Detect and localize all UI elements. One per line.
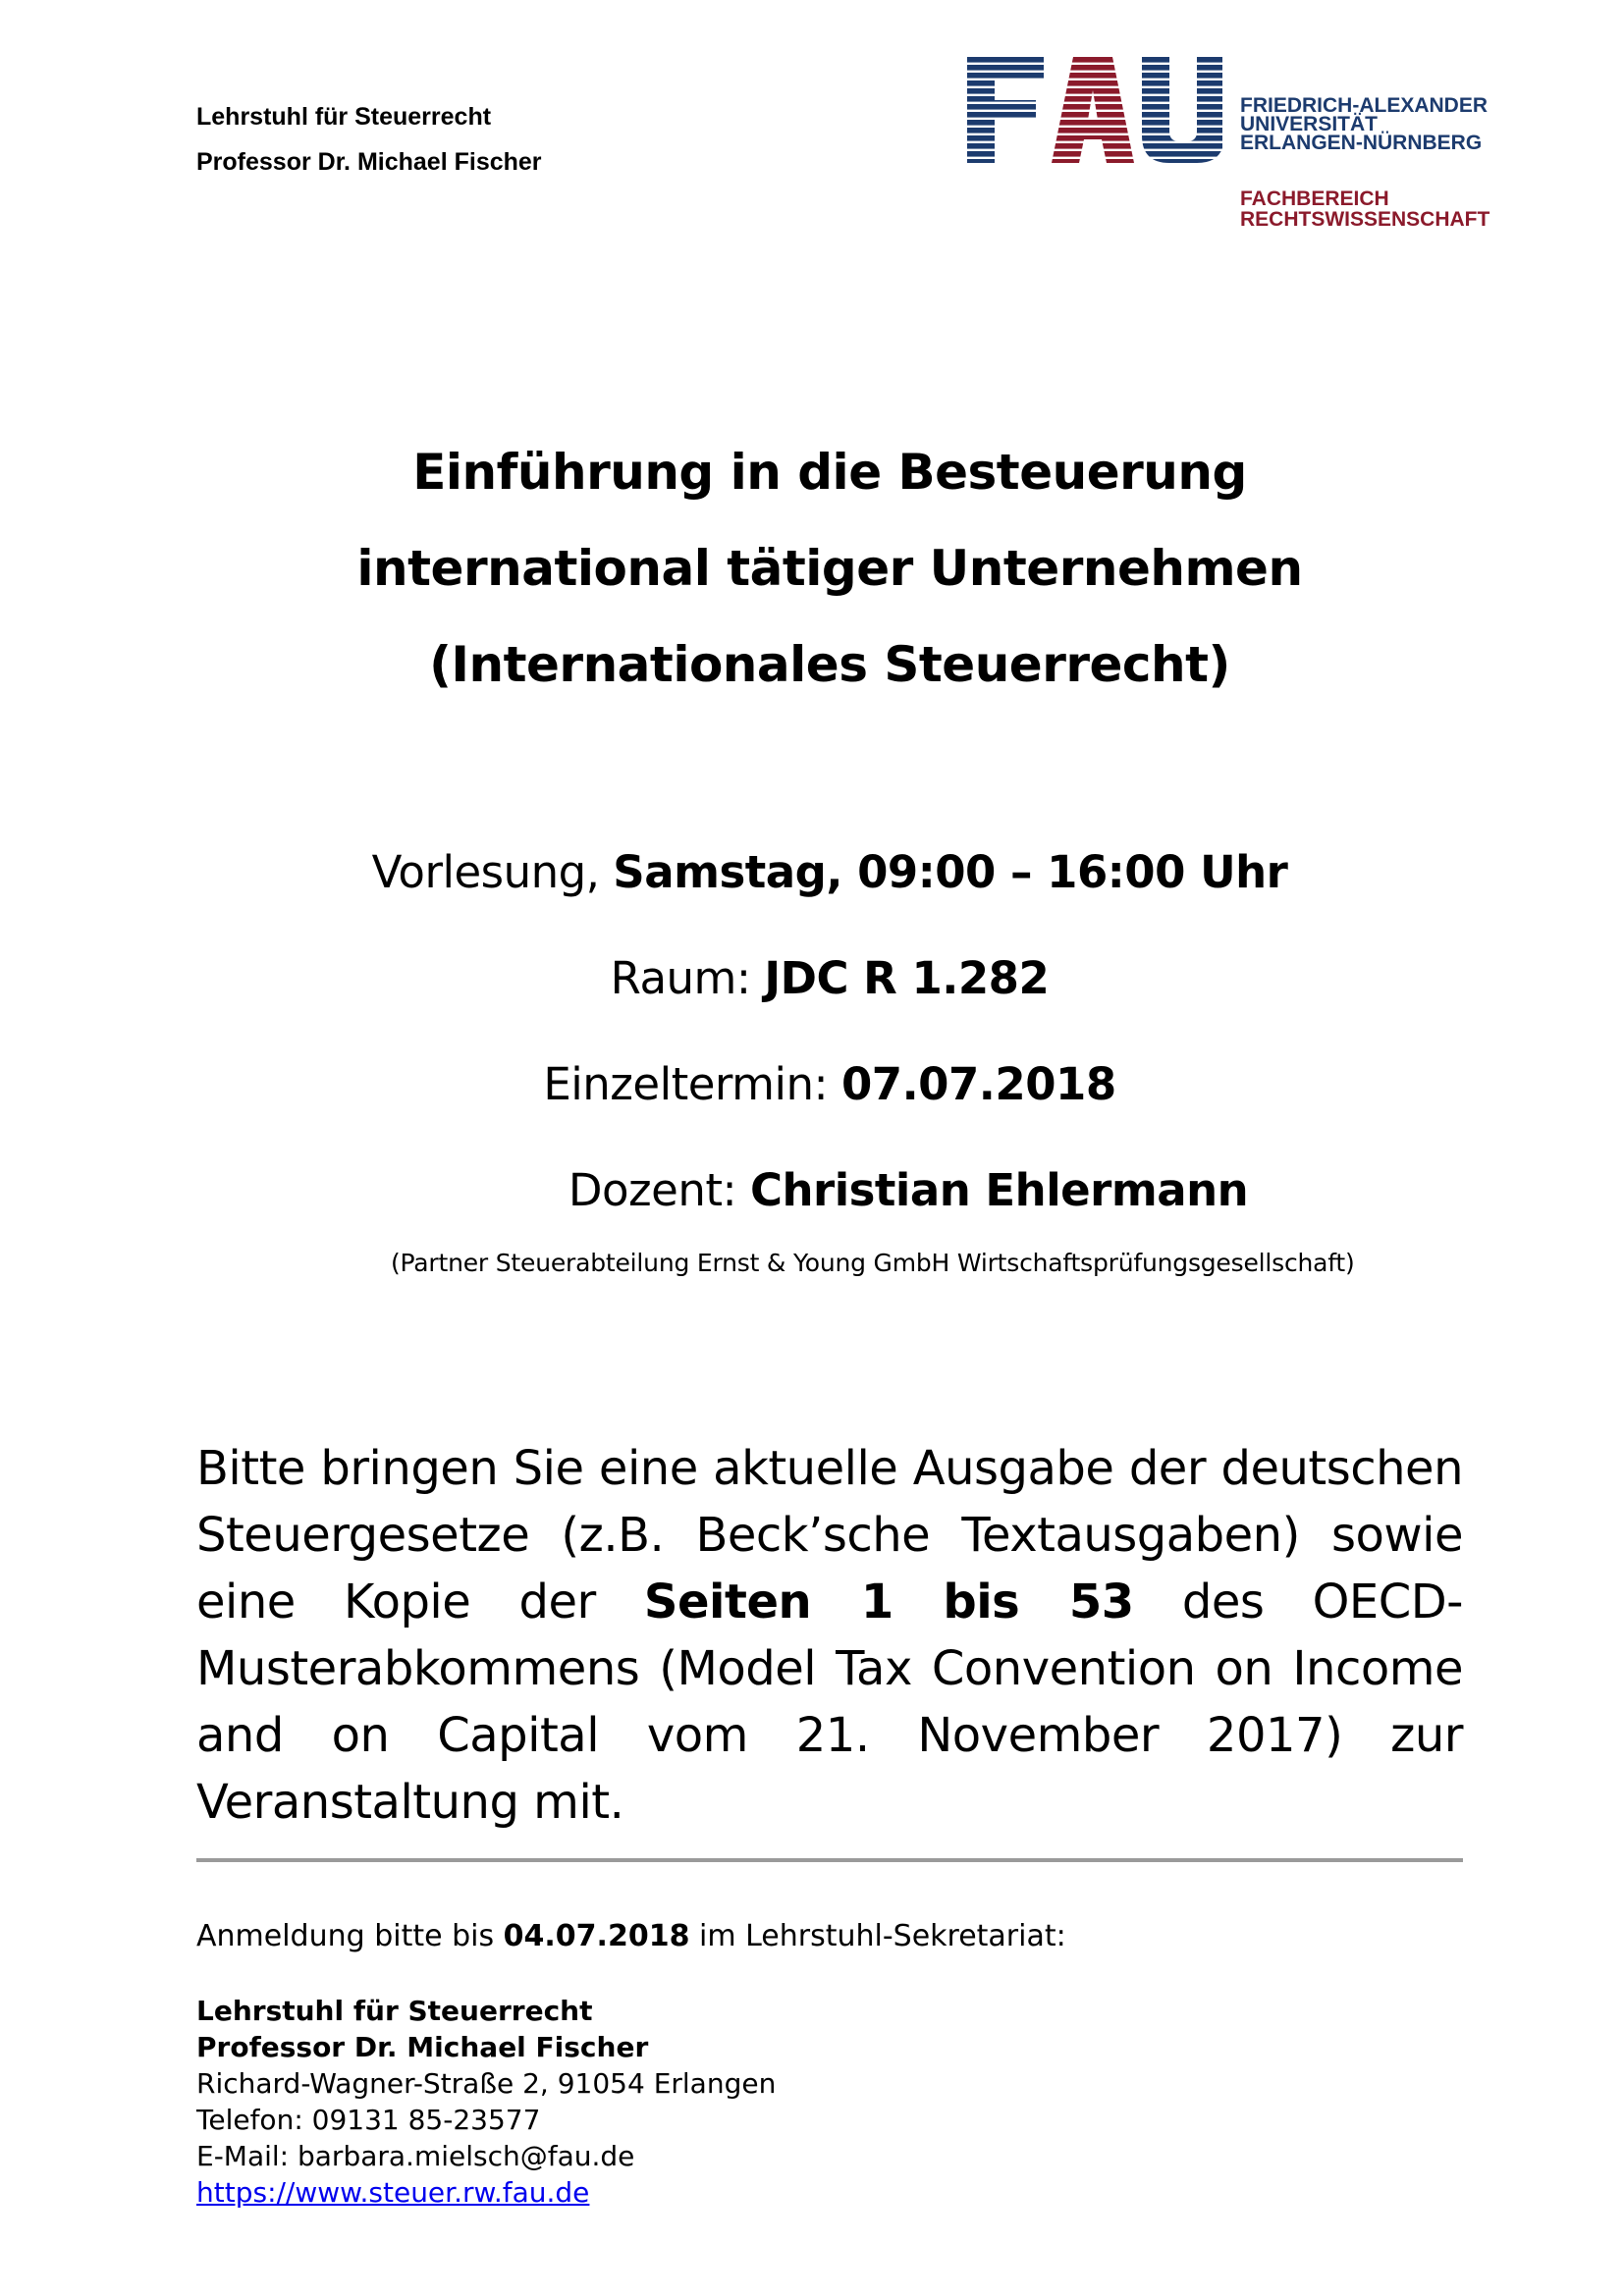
contact-email: E-Mail: barbara.mielsch@fau.de <box>196 2140 635 2172</box>
event-date-line <box>0 1058 1624 1110</box>
lecturer-note: (Partner Steuerabteilung Ernst & Young GmbH Wirtschaftsprüfungsgesellschaft) <box>391 1249 1355 1277</box>
event-lecturer: Christian Ehlermann <box>749 1164 1249 1216</box>
notice-pages: Seiten 1 bis 53 <box>643 1575 1134 1629</box>
university-name <box>1240 96 1488 152</box>
notice-paragraph <box>196 1435 1463 1836</box>
registration-suffix: im Lehrstuhl-Sekretariat: <box>689 1919 1066 1953</box>
fau-logo <box>967 57 1556 243</box>
faculty-line-1: FACHBEREICH <box>1240 187 1389 210</box>
registration-line <box>196 1919 1066 1953</box>
registration-prefix: Anmeldung bitte bis <box>196 1919 504 1953</box>
contact-website-link[interactable]: https://www.steuer.rw.fau.de <box>196 2176 590 2209</box>
university-line-2: UNIVERSITÄT <box>1240 113 1379 135</box>
event-type-label: Vorlesung, <box>371 846 614 898</box>
notice-part-1: Bitte bringen Sie eine aktuelle Ausgabe der deutschen Steuergesetze (z.B. Beck’sche Textausgaben) sowie eine Kopie der <box>196 1441 1463 1629</box>
contact-address: Richard-Wagner-Straße 2, 91054 Erlangen <box>196 2067 777 2100</box>
divider <box>196 1858 1463 1862</box>
university-line-3: ERLANGEN-NÜRNBERG <box>1240 132 1483 154</box>
title-line-3: (Internationales Steuerrecht) <box>429 636 1230 693</box>
event-date-label: Einzeltermin: <box>543 1058 841 1110</box>
event-lecturer-label: Dozent: <box>568 1164 750 1216</box>
faculty-line-2: RECHTSWISSENSCHAFT <box>1240 208 1490 231</box>
event-room-line <box>0 952 1624 1004</box>
event-time: Samstag, 09:00 – 16:00 Uhr <box>613 846 1288 898</box>
contact-chair: Lehrstuhl für Steuerrecht <box>196 1995 593 2027</box>
faculty-name <box>1240 188 1489 230</box>
contact-block <box>196 1993 776 2211</box>
event-lecturer-line <box>79 1164 1624 1216</box>
university-line-1: FRIEDRICH-ALEXANDER <box>1240 94 1488 117</box>
event-date: 07.07.2018 <box>840 1058 1116 1110</box>
contact-professor: Professor Dr. Michael Fischer <box>196 2031 649 2063</box>
header-chair: Lehrstuhl für Steuerrecht <box>196 103 492 131</box>
page-title <box>0 424 1624 713</box>
fau-logo-mark <box>967 57 1222 175</box>
contact-phone: Telefon: 09131 85-23577 <box>196 2104 541 2136</box>
header-professor: Professor Dr. Michael Fischer <box>196 148 542 176</box>
event-room: JDC R 1.282 <box>764 952 1050 1004</box>
notice-part-2: des OECD-Musterabkommens (Model Tax Convention on Income and on Capital vom 21. November 2017) zur Veranstaltung mit. <box>196 1575 1463 1830</box>
event-time-line <box>0 846 1624 898</box>
title-line-2: international tätiger Unternehmen <box>356 540 1303 597</box>
registration-deadline: 04.07.2018 <box>503 1919 690 1953</box>
title-line-1: Einführung in die Besteuerung <box>412 444 1247 501</box>
event-room-label: Raum: <box>610 952 765 1004</box>
header-chair-info <box>196 94 542 185</box>
